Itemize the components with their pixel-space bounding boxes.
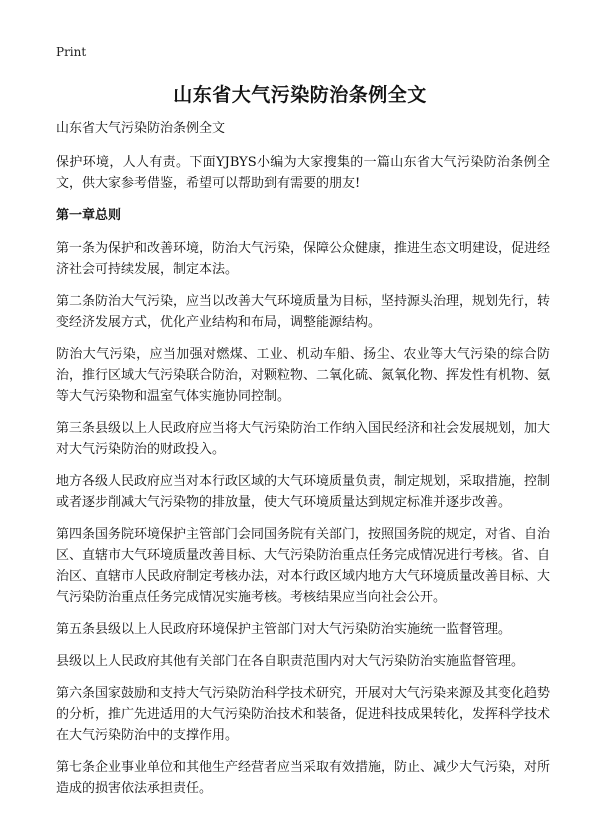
article-paragraph: 第一条为保护和改善环境，防治大气污染，保障公众健康，推进生态文明建设，促进经济社会可持续发展，制定本法。 [56, 241, 551, 277]
document-title: 山东省大气污染防治条例全文 [173, 84, 427, 106]
article-paragraph: 第五条县级以上人民政府环境保护主管部门对大气污染防治实施统一监督管理。 [56, 622, 512, 637]
article-paragraph: 第三条县级以上人民政府应当将大气污染防治工作纳入国民经济和社会发展规划，加大对大气污染防治的财政投入。 [56, 421, 551, 457]
article-paragraph: 第六条国家鼓励和支持大气污染防治科学技术研究，开展对大气污染来源及其变化趋势的分析，推广先进适用的大气污染防治技术和装备，促进科技成果转化，发挥科学技术在大气污染防治中的支撑作用。 [56, 686, 551, 743]
article-paragraph: 地方各级人民政府应当对本行政区域的大气环境质量负责，制定规划，采取措施，控制或者逐步削减大气污染物的排放量，使大气环境质量达到规定标准并逐步改善。 [56, 474, 551, 510]
article-paragraph: 第七条企业事业单位和其他生产经营者应当采取有效措施，防止、减少大气污染，对所造成的损害依法承担责任。 [56, 760, 551, 796]
article-paragraph: 防治大气污染，应当加强对燃煤、工业、机动车船、扬尘、农业等大气污染的综合防治，推行区域大气污染联合防治，对颗粒物、二氧化硫、氮氧化物、挥发性有机物、氨等大气污染物和温室气体实施协同控制。 [56, 347, 551, 404]
intro-paragraph: 保护环境，人人有责。下面YJBYS小编为大家搜集的一篇山东省大气污染防治条例全文，供大家参考借鉴，希望可以帮助到有需要的朋友! [56, 155, 550, 191]
article-paragraph: 第二条防治大气污染，应当以改善大气环境质量为目标，坚持源头治理，规划先行，转变经济发展方式，优化产业结构和布局，调整能源结构。 [56, 294, 551, 330]
document-body [56, 118, 550, 810]
article-paragraph: 第四条国务院环境保护主管部门会同国务院有关部门，按照国务院的规定，对省、自治区、直辖市大气环境质量改善目标、大气污染防治重点任务完成情况进行考核。省、自治区、直辖市人民政府制定考核办法，对本行政区域内地方大气环境质量改善目标、大气污染防治重点任务完成情况实施考核。考核结果应当向社会公开。 [56, 527, 551, 605]
print-link[interactable]: Print [56, 45, 87, 59]
article-paragraph: 县级以上人民政府其他有关部门在各自职责范围内对大气污染防治实施监督管理。 [56, 654, 525, 669]
document-subtitle: 山东省大气污染防治条例全文 [56, 121, 226, 136]
chapter-heading: 第一章总则 [56, 208, 122, 223]
